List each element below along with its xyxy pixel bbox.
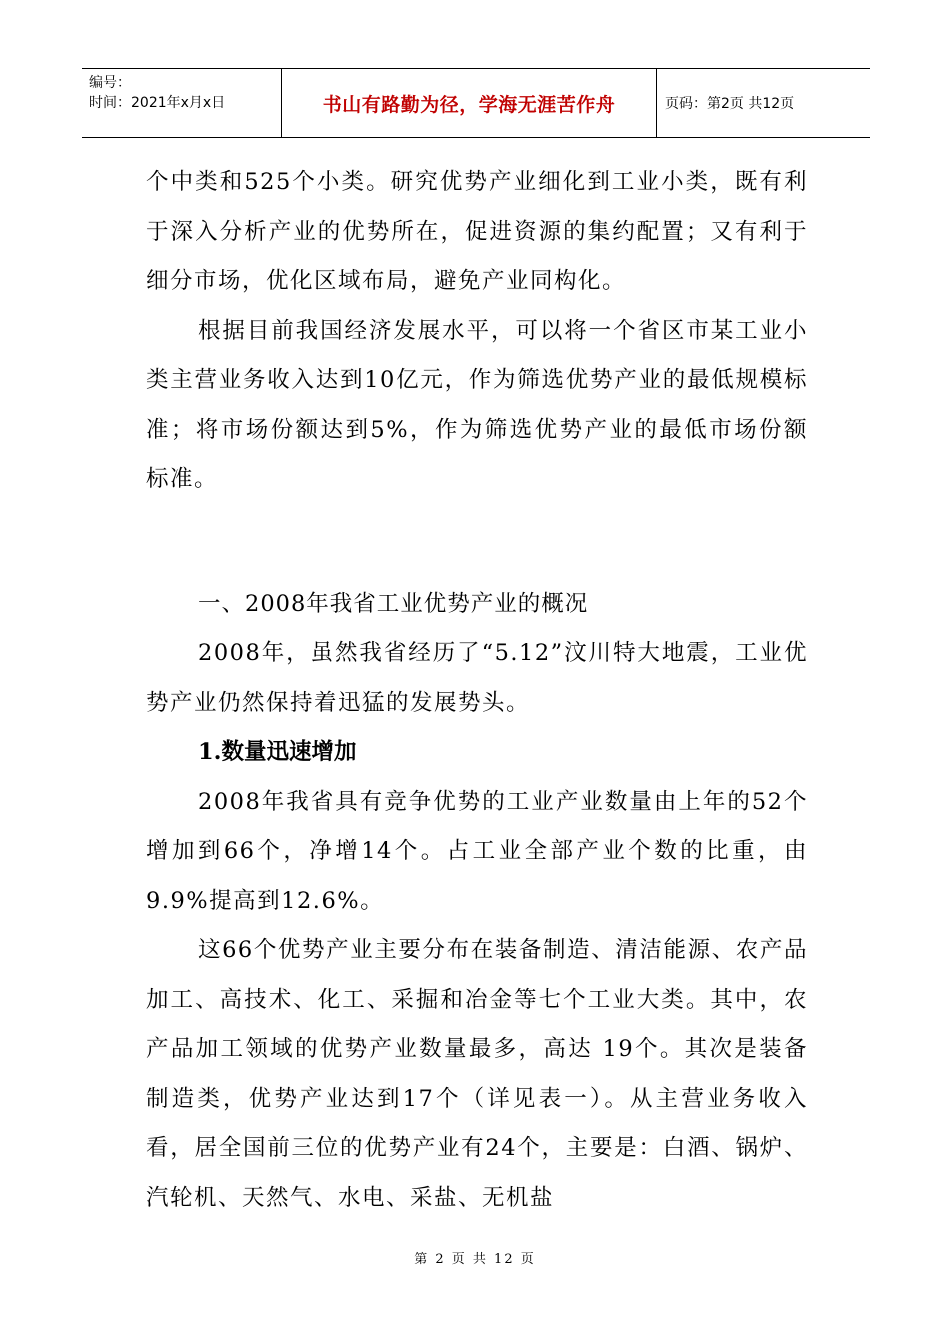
header-motto: 书山有路勤为径，学海无涯苦作舟: [282, 69, 657, 137]
header-page-info: 页码：第2页 共12页: [665, 96, 795, 112]
header-time-label: 时间：2021年x月x日: [89, 95, 226, 111]
page-header: [82, 68, 870, 138]
page-footer: 第 2 页 共 12 页: [414, 1252, 536, 1267]
subsection-heading-1: 1.数量迅速增加: [198, 739, 357, 765]
paragraph-3: 2008年，虽然我省经历了“5.12”汶川特大地震，工业优势产业仍然保持着迅猛的发展势头。: [146, 640, 808, 716]
header-meta: [82, 69, 282, 137]
paragraph-5: 这66个优势产业主要分布在装备制造、清洁能源、农产品加工、高技术、化工、采掘和冶金等七个工业大类。其中，农产品加工领域的优势产业数量最多，高达 19个。其次是装备制造类，优势产业达到17个（详见表一）。从主营业务收入看，居全国前三位的优势产业有24个，主要是：白酒、锅炉、汽轮机、天然气、水电、采盐、无机盐: [146, 937, 808, 1211]
section-gap: [146, 505, 808, 580]
section-heading-1: 一、2008年我省工业优势产业的概况: [198, 590, 589, 617]
paragraph-2: 根据目前我国经济发展水平，可以将一个省区市某工业小类主营业务收入达到10亿元，作为筛选优势产业的最低规模标准；将市场份额达到5%，作为筛选优势产业的最低市场份额标准。: [146, 317, 808, 492]
paragraph-4: 2008年我省具有竞争优势的工业产业数量由上年的52个增加到66个，净增14个。占工业全部产业个数的比重，由9.9%提高到12.6%。: [146, 788, 808, 914]
document-body: [146, 158, 808, 1223]
header-number-label: 编号：: [89, 75, 131, 91]
paragraph-1: 个中类和525个小类。研究优势产业细化到工业小类，既有利于深入分析产业的优势所在，促进资源的集约配置；又有利于细分市场，优化区域布局，避免产业同构化。: [146, 169, 808, 294]
